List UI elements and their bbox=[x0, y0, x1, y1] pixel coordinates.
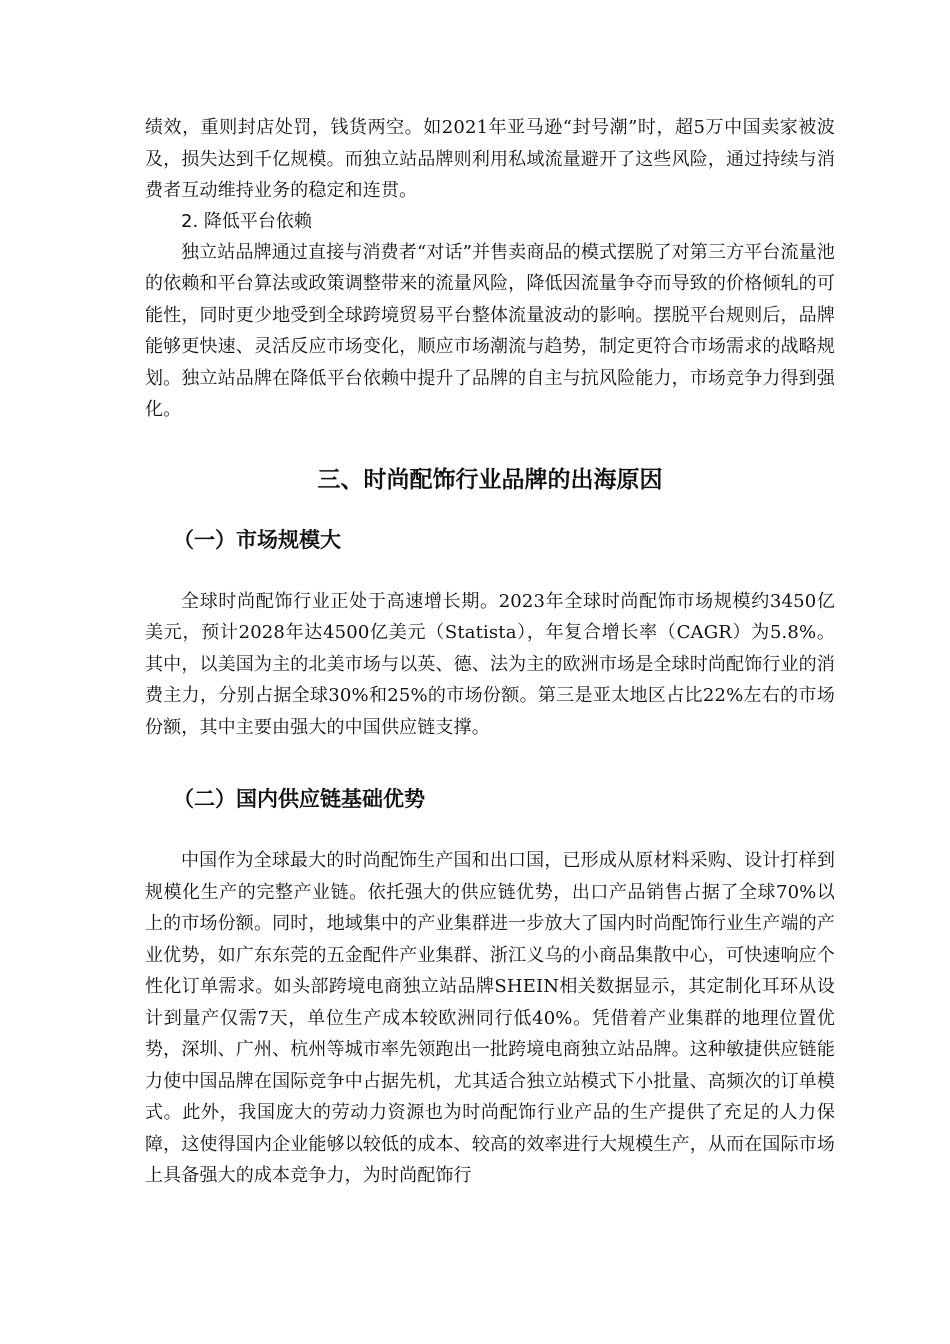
section-heading-supply-chain: （二）国内供应链基础优势 bbox=[173, 787, 425, 811]
paragraph-supply-chain: 中国作为全球最大的时尚配饰生产国和出口国，已形成从原材料采购、设计打样到规模化生产的完整产业链。依托强大的供应链优势，出口产品销售占据了全球70%以上的市场份额。同时，地域集中的产业集群进一步放大了国内时尚配饰行业生产端的产业优势，如广东东莞的五金配件产业集群、浙江义乌的小商品集散中心，可快速响应个性化订单需求。如头部跨境电商独立站品牌SHEIN相关数据显示，其定制化耳环从设计到量产仅需7天，单位生产成本较欧洲同行低40%。凭借着产业集群的地理位置优势，深圳、广州、杭州等城市率先领跑出一批跨境电商独立站品牌。这种敏捷供应链能力使中国品牌在国际竞争中占据先机，尤其适合独立站模式下小批量、高频次的订单模式。此外，我国庞大的劳动力资源也为时尚配饰行业产品的生产提供了充足的人力保障，这使得国内企业能够以较低的成本、较高的效率进行大规模生产，从而在国际市场上具备强大的成本竞争力，为时尚配饰行 bbox=[145, 850, 835, 1186]
chapter-heading-reasons: 三、时尚配饰行业品牌的出海原因 bbox=[317, 466, 663, 493]
paragraph-market-size: 全球时尚配饰行业正处于高速增长期。2023年全球时尚配饰市场规模约3450亿美元，预计2028年达4500亿美元（Statista），年复合增长率（CAGR）为5.8%。其中，以美国为主的北美市场与以英、德、法为主的欧洲市场是全球时尚配饰行业的消费主力，分别占据全球30%和25%的市场份额。第三是亚太地区占比22%左右的市场份额，其中主要由强大的中国供应链支撑。 bbox=[145, 590, 835, 738]
page-content bbox=[145, 112, 835, 1192]
subheading-reduce-platform-dependence: 2. 降低平台依赖 bbox=[181, 210, 312, 232]
paragraph-reduce-dependence: 独立站品牌通过直接与消费者“对话”并售卖商品的模式摆脱了对第三方平台流量池的依赖和平台算法或政策调整带来的流量风险，降低因流量争夺而导致的价格倾轧的可能性，同时更少地受到全球跨境贸易平台整体流量波动的影响。摆脱平台规则后，品牌能够更快速、灵活反应市场变化，顺应市场潮流与趋势，制定更符合市场需求的战略规划。独立站品牌在降低平台依赖中提升了品牌的自主与抗风险能力，市场竞争力得到强化。 bbox=[145, 241, 835, 420]
section-heading-market-size: （一）市场规模大 bbox=[173, 527, 341, 552]
paragraph-platform-risk-end: 绩效，重则封店处罚，钱货两空。如2021年亚马逊“封号潮”时，超5万中国卖家被波及，损失达到千亿规模。而独立站品牌则利用私域流量避开了这些风险，通过持续与消费者互动维持业务的稳定和连贯。 bbox=[145, 117, 835, 201]
